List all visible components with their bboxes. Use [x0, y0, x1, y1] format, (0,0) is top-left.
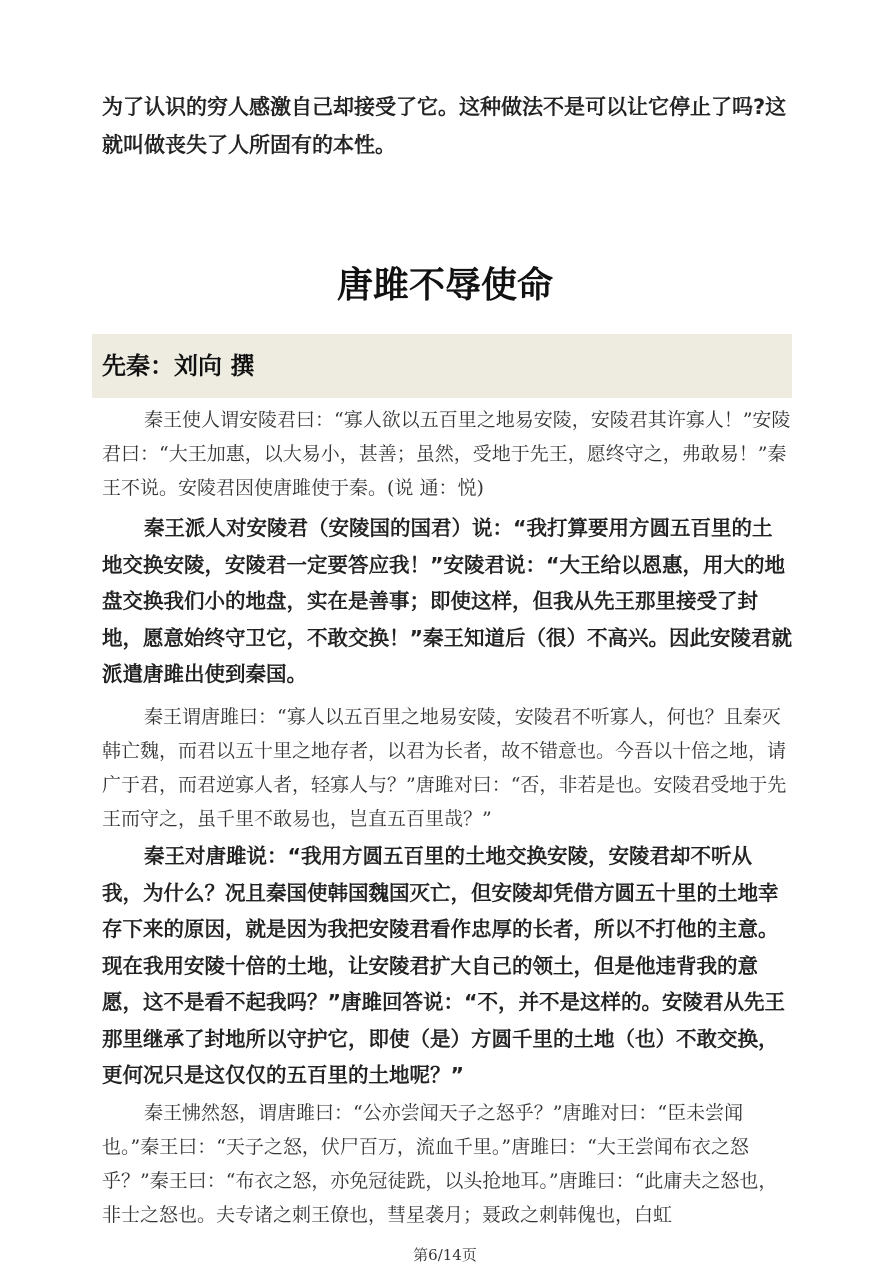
- page-title: 唐雎不辱使命: [336, 265, 553, 306]
- translation-paragraph-1: 秦王派人对安陵君（安陵国的国君）说：“我打算要用方圆五百里的土地交换安陵，安陵君一定要答应我！”安陵君说：“大王给以恩惠，用大的地盘交换我们小的地盘，实在是善事；即使这样，但我从先王那里接受了封地，愿意始终守卫它，不敢交换！”秦王知道后（很）不高兴。因此安陵君就派遣唐雎出使到秦国。: [102, 516, 792, 686]
- classical-paragraph-3: 秦王怫然怒，谓唐雎曰：“公亦尝闻天子之怒乎？”唐雎对曰：“臣未尝闻也。”秦王曰：“天子之怒，伏尸百万，流血千里。”唐雎曰：“大王尝闻布衣之怒乎？”秦王曰：“布衣之怒，亦免冠徒跣，以头抢地耳。”唐雎曰：“此庸夫之怒也，非士之怒也。夫专诸之刺王僚也，彗星袭月；聂政之刺韩傀也，白虹: [102, 1102, 778, 1226]
- author-heading: 先秦：刘向 撰: [102, 352, 255, 380]
- classical-paragraph-1: 秦王使人谓安陵君曰：“寡人欲以五百里之地易安陵，安陵君其许寡人！”安陵君曰：“大王加惠，以大易小，甚善；虽然，受地于先王，愿终守之，弗敢易！”秦王不说。安陵君因使唐雎使于秦。(说 通：悦): [102, 409, 791, 499]
- classical-paragraph-2: 秦王谓唐雎曰：“寡人以五百里之地易安陵，安陵君不听寡人，何也？且秦灭韩亡魏，而君以五十里之地存者，以君为长者，故不错意也。今吾以十倍之地，请广于君，而君逆寡人者，轻寡人与？”唐雎对曰：“否，非若是也。安陵君受地于先王而守之，虽千里不敢易也，岂直五百里哉？”: [102, 706, 787, 830]
- page-number: 第6/14页: [413, 1246, 477, 1264]
- author-heading-band: [92, 334, 792, 398]
- translation-paragraph-2: 秦王对唐雎说：“我用方圆五百里的土地交换安陵，安陵君却不听从我，为什么？况且秦国使韩国魏国灭亡，但安陵却凭借方圆五十里的土地幸存下来的原因，就是因为我把安陵君看作忠厚的长者，所以不打他的主意。现在我用安陵十倍的土地，让安陵君扩大自己的领土，但是他违背我的意愿，这不是看不起我吗？”唐雎回答说：“不，并不是这样的。安陵君从先王那里继承了封地所以守护它，即使（是）方圆千里的土地（也）不敢交换，更何况只是这仅仅的五百里的土地呢？”: [102, 844, 785, 1087]
- continuation-paragraph: 为了认识的穷人感激自己却接受了它。这种做法不是可以让它停止了吗?这就叫做丧失了人所固有的本性。: [102, 95, 787, 157]
